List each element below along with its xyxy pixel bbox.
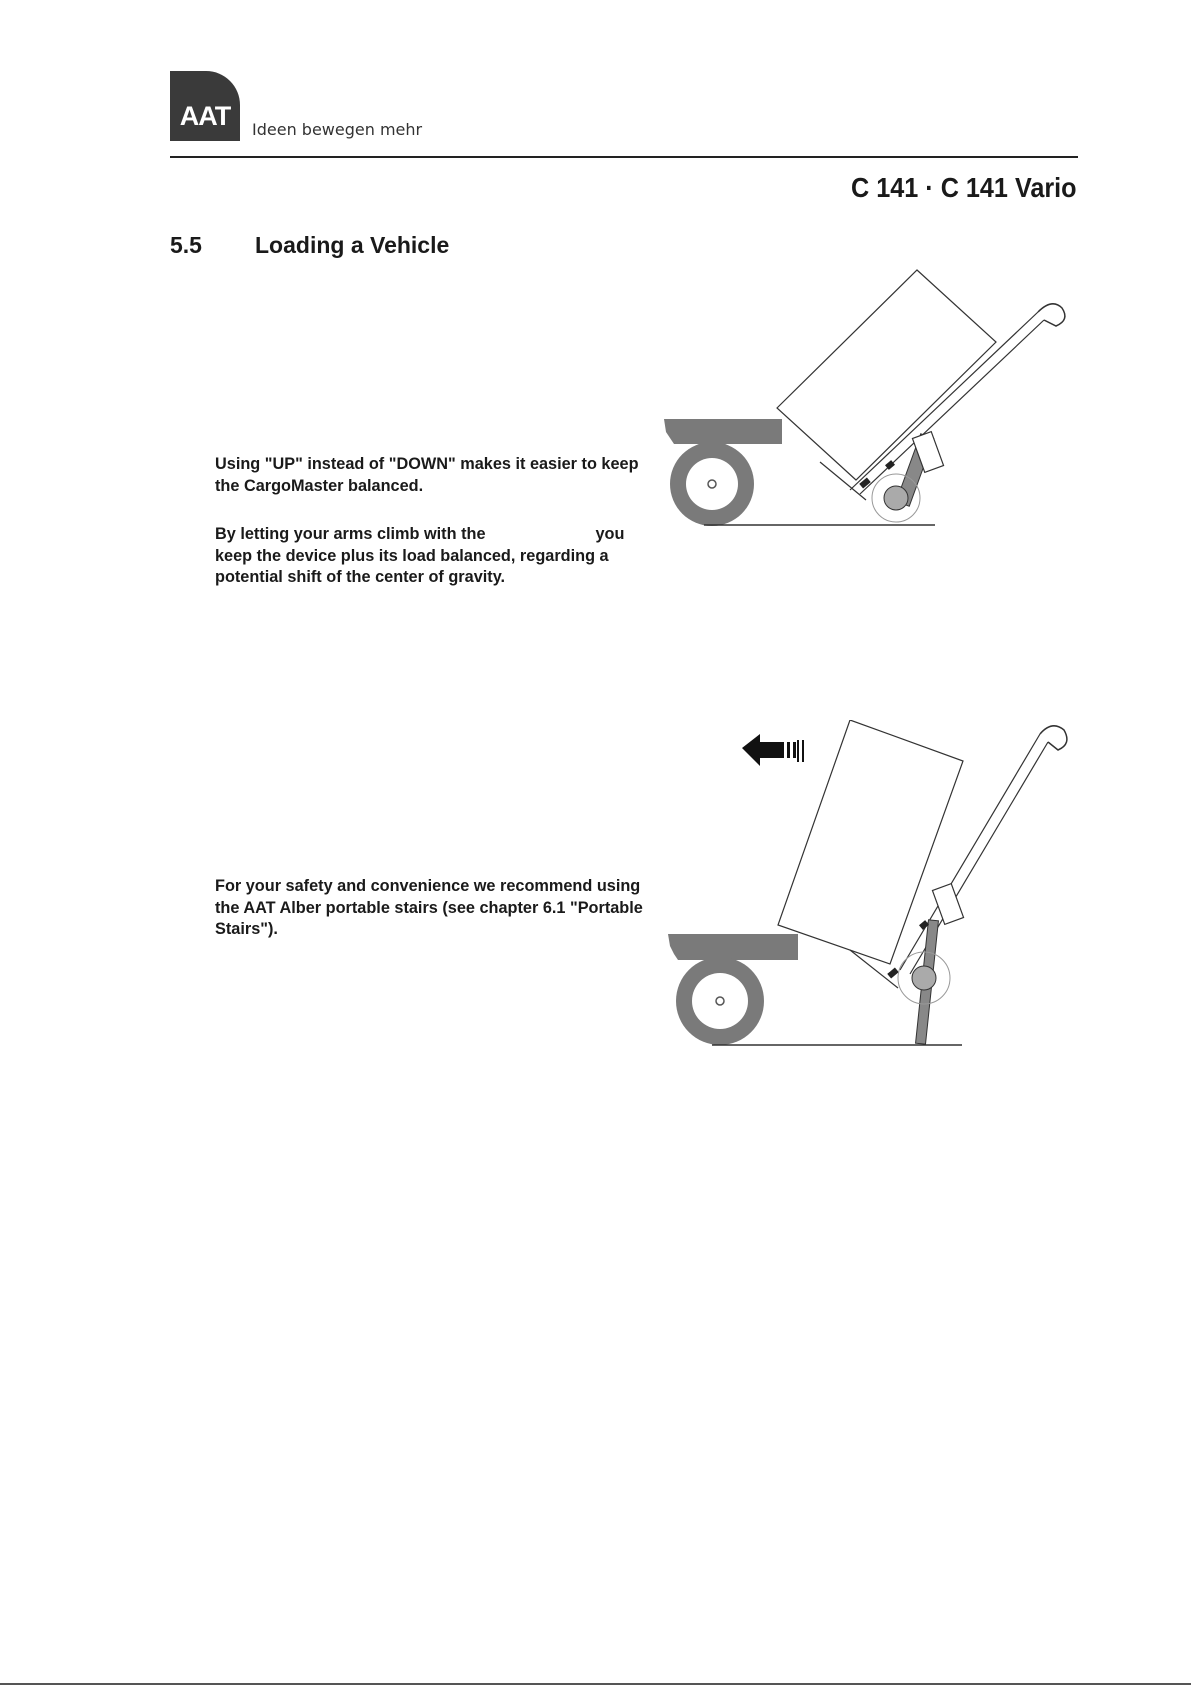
section-number: 5.5 bbox=[170, 232, 202, 258]
product-title: C 141 · C 141 Vario bbox=[851, 172, 1077, 203]
paragraph-arms-start: By letting your arms climb with the bbox=[215, 525, 486, 543]
paragraph-safety: For your safety and convenience we recommend using the AAT Alber portable stairs (see chapter 6.1 "Portable Stairs"). bbox=[215, 877, 643, 938]
paragraph-balance: Using "UP" instead of "DOWN" makes it easier to keep the CargoMaster balanced. bbox=[215, 455, 639, 495]
aat-logo bbox=[170, 71, 240, 141]
section-title: Loading a Vehicle bbox=[255, 232, 450, 258]
tagline: Ideen bewegen mehr bbox=[252, 120, 423, 139]
direction-arrow-icon bbox=[742, 734, 803, 766]
paragraph-arms-end: you keep the device plus its load balanced, regarding a potential shift of the center of gravity. bbox=[215, 525, 625, 586]
logo-text: AAT bbox=[179, 101, 231, 131]
paragraph-arms bbox=[215, 524, 655, 589]
cart-loading-illustration bbox=[660, 262, 1080, 532]
cart-climbing-illustration bbox=[660, 720, 1080, 1050]
header-rule bbox=[170, 156, 1078, 158]
